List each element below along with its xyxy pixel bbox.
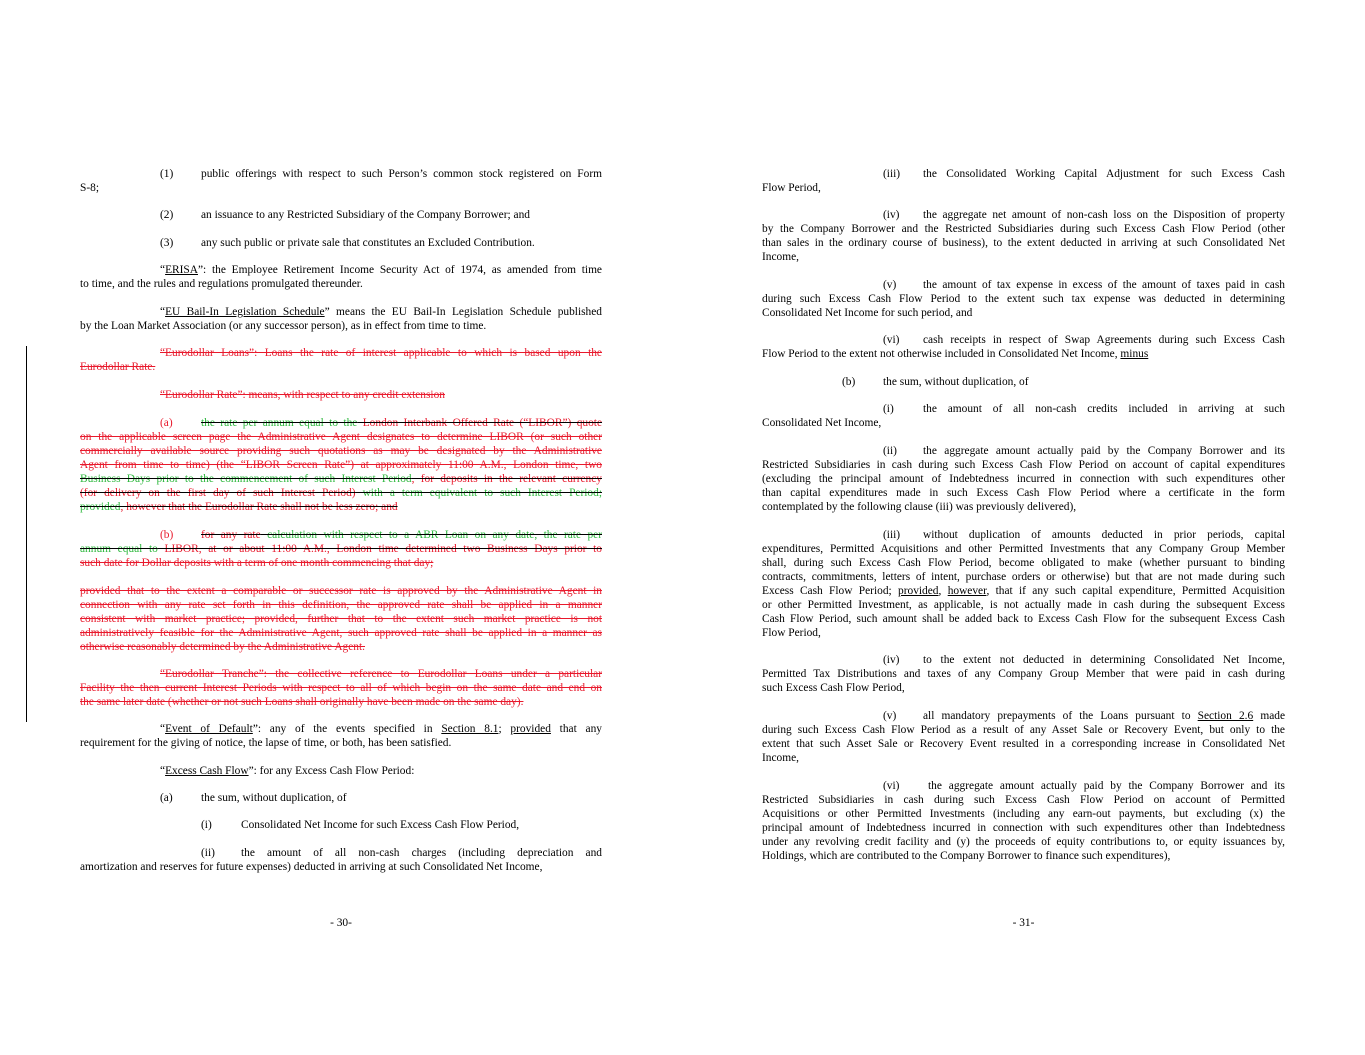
deleted-definition-eurodollar-tranche-line3: the same later date (whether or not such Loans shall originally have been made on the same day). (80, 696, 524, 708)
deleted-clause-a-line1: (a) the rate per annum equal to the London Interbank Offered Rate (“LIBOR”) quote (160, 417, 603, 429)
deleted-proviso-line2: connection with any rate set forth in this definition, the approved rate shall be applied in a manner (80, 599, 602, 611)
definition-erisa: “ERISA”: the Employee Retirement Income Security Act of 1974, as amended from time (160, 264, 602, 276)
definition-event-of-default-cont: requirement for the giving of notice, the lapse of time, or both, has been satisfied. (80, 737, 452, 749)
ecf-clause-b-iv-line3: such Excess Cash Flow Period, (762, 682, 905, 694)
defined-term: ERISA (165, 264, 198, 276)
ecf-clause-b-iii-line5: Excess Cash Flow Period; provided, however, that if any such capital expenditure, Permitted Acquisition (762, 585, 1285, 597)
ecf-clause-b-ii-line3: (excluding the principal amount of Indebtedness incurred in connection with such expenditures other (762, 473, 1285, 485)
definition-event-of-default: “Event of Default”: any of the events specified in Section 8.1; provided that any (160, 723, 602, 735)
definition-erisa-cont: to time, and the rules and regulations promulgated thereunder. (80, 278, 363, 290)
clause-1-cont: S-8; (80, 182, 99, 194)
ecf-clause-b-iii-line2: expenditures, Permitted Acquisitions and other Permitted Investments that any Company Group Member (762, 543, 1285, 555)
change-bar (26, 346, 27, 722)
ecf-clause-b-ii-line5: contemplated by the following clause (iii) was previously delivered), (762, 501, 1077, 513)
deleted-definition-eurodollar-loans-cont: Eurodollar Rate. (80, 361, 156, 373)
ecf-clause-b-vi-line2: Restricted Subsidiaries in cash during such Excess Cash Flow Period on account of Permitted (762, 794, 1285, 806)
deleted-proviso-line4: administratively feasible for the Administrative Agent, such approved rate shall be applied in a manner as (80, 627, 602, 639)
ecf-clause-b-vi-line6: Holdings, which are contributed to the Company Borrower to finance such expenditures), (762, 850, 1171, 862)
definition-eu-bail-in-cont: by the Loan Market Association (or any successor person), as in effect from time to time. (80, 320, 487, 332)
ecf-clause-b-ii-line4: than capital expenditures made in such Excess Cash Flow Period where a certificate in the form (762, 487, 1285, 499)
deleted-clause-a-line5: Business Days prior to the commencement of such Interest Period, for deposits in the relevant currency (80, 473, 602, 485)
ecf-clause-b-iii-line3: shall, during such Excess Cash Flow Period, become obligated to make (whether pursuant to binding (762, 557, 1285, 569)
deleted-clause-a-line4: Agent from time to time) (the “LIBOR Screen Rate”) at approximately 11:00 A.M., London time, two (80, 459, 602, 471)
section-reference: Section 2.6 (1197, 710, 1254, 722)
page-number: - 30- (330, 917, 352, 929)
ecf-clause-b-ii-line2: Restricted Subsidiaries in cash during such Excess Cash Flow Period on account of capital expenditures (762, 459, 1285, 471)
ecf-clause-b-iv-line2: Permitted Tax Distributions and taxes of any Company Group Member that were paid in cash during (762, 668, 1285, 680)
deleted-proviso-line1: provided that to the extent a comparable or successor rate is approved by the Administrative Agent in (80, 585, 602, 597)
deleted-clause-a-line2: on the applicable screen page the Administrative Agent designates to determine LIBOR (or such other (80, 431, 602, 443)
deleted-definition-eurodollar-loans: “Eurodollar Loans”: Loans the rate of interest applicable to which is based upon the (160, 347, 602, 359)
ecf-clause-a-v-line3: Consolidated Net Income for such period, and (762, 307, 973, 319)
deleted-clause-b-line2: annum equal to LIBOR, at or about 11:00 A.M., London time determined two Business Days prior to (80, 543, 602, 555)
ecf-clause-a-ii-cont: amortization and reserves for future expenses) deducted in arriving at such Consolidated Net Income, (80, 861, 543, 873)
ecf-clause-b-v-line3: extent that such Asset Sale or Recovery Event resulted in a corresponding increase in Consolidated Net (762, 738, 1285, 750)
ecf-clause-b-v-line4: Income, (762, 752, 800, 764)
deleted-clause-b-line1: (b) for any rate calculation with respect to a ABR Loan on any date, the rate per (160, 529, 602, 541)
deleted-proviso-line5: otherwise reasonably determined by the Administrative Agent. (80, 641, 366, 653)
ecf-clause-a-vi-line2: Flow Period to the extent not otherwise included in Consolidated Net Income, minus (762, 348, 1149, 360)
ecf-clause-a-iv-line3: than sales in the ordinary course of business), to the extent deducted in arriving at such Consolidated Net (762, 237, 1285, 249)
ecf-clause-b-vi-line4: principal amount of Indebtedness incurred in connection with such expenditures other than Indebtedness (762, 822, 1285, 834)
deleted-clause-a-line6: (for delivery on the first day of such Interest Period) with a term equivalent to such Interest Period; (80, 487, 602, 499)
ecf-clause-a-iv-line4: Income, (762, 251, 800, 263)
ecf-clause-b-iii-line4: contracts, commitments, letters of intent, purchase orders or otherwise) but that are not made during such (762, 571, 1285, 583)
document-page-30: (1) public offerings with respect to such Person’s common stock registered on Form S-8; (2) an issuance to any Restricted Subsidiary of the Company Borrower; and (3) any such public or private sale that constitutes an Excluded Contribution. “ERISA”: the Employee Retirement Income Security Act of 1974, as amended from time to time, and the rules and regulations promulgated thereunder. “EU Bail-In Legislation Schedule” means the EU Bail-In Legislation Schedule published by the Loan Market Association (or any successor person), as in effect from time to time. “Eurodollar Loans”: Loans the rate of interest applicable to which is based upon the Eurodollar Rate. “Eurodollar Rate”: means, with respect to any credit extension (a) the rate per annum equal to the London Interbank Offered Rate (“LIBOR”) quote on the applicable screen page the Administrative Agent designates to determine LIBOR (or such other commercially available source providing such quotations as may be designated by the Administrative Agent from time to time) (the “LIBOR Screen Rate”) at approximately 11:00 A.M., London time, two Business Days prior to the commencement of such Interest Period, for deposits in the relevant currency (for delivery on the first day of such Interest Period) with a term equivalent to such Interest Period; provided, however that the Eurodollar Rate shall not be less zero; and (b) for any rate calculation with respect to a ABR Loan on any date, the rate per annum equal to LIBOR, at or about 11:00 A.M., London time determined two Business Days prior to such date for Dollar deposits with a term of one month commencing that day; provided that to the extent a comparable or successor rate is approved by the Administrative Agent in connection with any rate set forth in this definition, the approved rate shall be applied in a manner consistent with market practice; provided, further that to the extent such market practice is not administratively feasible for the Administrative Agent, such approved rate shall be applied in a manner as otherwise reasonably determined by the Administrative Agent. “Eurodollar Tranche”: the collective reference to Eurodollar Loans under a particular Facility the then current Interest Periods with respect to all of which begin on the same date and end on the same later date (whether or not such Loans shall originally have been made on the same day). “Event of Default”: any of the events specified in Section 8.1; provided that any requirement for the giving of notice, the lapse of time, or both, has been satisfied. “Excess Cash Flow”: for any Excess Cash Flow Period: (a) the sum, without duplication, of (i) Consolidated Net Income for such Excess Cash Flow Period, (ii) the amount of all non-cash charges (including depreciation and amortization and reserves for future expenses) deducted in arriving at such Consolidated Net Income, - 30- (0, 0, 682, 1055)
defined-term: EU Bail-In Legislation Schedule (165, 306, 325, 318)
page-number: - 31- (1012, 917, 1035, 929)
ecf-clause-b-i-cont: Consolidated Net Income, (762, 417, 882, 429)
ecf-clause-b-vi-line3: Acquisitions or other Permitted Investments (including any earn-out payments, but excluding (x) the (762, 808, 1285, 820)
definition-excess-cash-flow: “Excess Cash Flow”: for any Excess Cash Flow Period: (160, 765, 415, 777)
ecf-clause-b-iii-line8: Flow Period, (762, 627, 821, 639)
section-reference: Section 8.1 (441, 723, 499, 735)
ecf-clause-b-iii-line7: Cash Flow Period, such amount shall be added back to Excess Cash Flow for the subsequent Excess Cash (762, 613, 1285, 625)
deleted-clause-a-line7: provided, however that the Eurodollar Rate shall not be less zero; and (80, 501, 398, 513)
defined-term: Event of Default (165, 723, 253, 735)
ecf-clause-b-v-line2: during such Excess Cash Flow Period as a result of any Asset Sale or Recovery Event, but only to the (762, 724, 1285, 736)
ecf-clause-a-iii-cont: Flow Period, (762, 182, 821, 194)
document-page-31: (iii) the Consolidated Working Capital Adjustment for such Excess Cash Flow Period, (iv) the aggregate net amount of non-cash loss on the Disposition of property by the Company Borrower and the Restricted Subsidiaries during such Excess Cash Flow Period (other than sales in the ordinary course of business), to the extent deducted in arriving at such Consolidated Net Income, (v) the amount of tax expense in excess of the amount of taxes paid in cash during such Excess Cash Flow Period to the extent such tax expense was deducted in determining Consolidated Net Income for such period, and (vi) cash receipts in respect of Swap Agreements during such Excess Cash Flow Period to the extent not otherwise included in Consolidated Net Income, minus (b) the sum, without duplication, of (i) the amount of all non-cash credits included in arriving at such Consolidated Net Income, (ii) the aggregate amount actually paid by the Company Borrower and its Restricted Subsidiaries in cash during such Excess Cash Flow Period on account of capital expenditures (excluding the principal amount of Indebtedness incurred in connection with such expenditures other than capital expenditures made in such Excess Cash Flow Period where a certificate in the form contemplated by the following clause (iii) was previously delivered), (iii) without duplication of amounts deducted in prior periods, capital expenditures, Permitted Acquisitions and other Permitted Investments that any Company Group Member shall, during such Excess Cash Flow Period, become obligated to make (whether pursuant to binding contracts, commitments, letters of intent, purchase orders or otherwise) but that are not made during such Excess Cash Flow Period; provided, however, that if any such capital expenditure, Permitted Acquisition or other Permitted Investment, as applicable, is not actually made in cash during the subsequent Excess Cash Flow Period, such amount shall be added back to Excess Cash Flow for the subsequent Excess Cash Flow Period, (iv) to the extent not deducted in determining Consolidated Net Income, Permitted Tax Distributions and taxes of any Company Group Member that were paid in cash during such Excess Cash Flow Period, (v) all mandatory prepayments of the Loans pursuant to Section 2.6 made during such Excess Cash Flow Period as a result of any Asset Sale or Recovery Event, but only to the extent that such Asset Sale or Recovery Event resulted in a corresponding increase in Consolidated Net Income, (vi) the aggregate amount actually paid by the Company Borrower and its Restricted Subsidiaries in cash during such Excess Cash Flow Period on account of Permitted Acquisitions or other Permitted Investments (including any earn-out payments, but excluding (x) the principal amount of Indebtedness incurred in connection with such expenditures other than Indebtedness under any revolving credit facility and (y) the proceeds of equity contributions to, or equity issuances by, Holdings, which are contributed to the Company Borrower to finance such expenditures), - 31- (682, 0, 1365, 1055)
deleted-definition-eurodollar-rate: “Eurodollar Rate”: means, with respect to any credit extension (160, 389, 445, 401)
deleted-clause-b-line3: such date for Dollar deposits with a term of one month commencing that day; (80, 557, 434, 569)
ecf-clause-b-vi-line5: under any revolving credit facility and (y) the proceeds of equity contributions to, or equity issuances by, (762, 836, 1285, 848)
deleted-definition-eurodollar-tranche-line2: Facility the then current Interest Periods with respect to all of which begin on the same date and end on (80, 682, 602, 694)
ecf-clause-a-v-line2: during such Excess Cash Flow Period to the extent such tax expense was deducted in determining (762, 293, 1285, 305)
defined-term: Excess Cash Flow (165, 765, 249, 777)
deleted-clause-a-line3: commercially available source providing such quotations as may be designated by the Administrative (80, 445, 602, 457)
deleted-definition-eurodollar-tranche: “Eurodollar Tranche”: the collective reference to Eurodollar Loans under a particular (160, 668, 602, 680)
deleted-proviso-line3: consistent with market practice; provided, further that to the extent such market practice is not (80, 613, 602, 625)
definition-eu-bail-in: “EU Bail-In Legislation Schedule” means the EU Bail-In Legislation Schedule published (160, 306, 602, 318)
ecf-clause-b-iii-line6: or other Permitted Investment, as applicable, is not actually made in cash during the subsequent Excess (762, 599, 1285, 611)
ecf-clause-a-iv-line2: by the Company Borrower and the Restricted Subsidiaries during such Excess Cash Flow Period (other (762, 223, 1285, 235)
